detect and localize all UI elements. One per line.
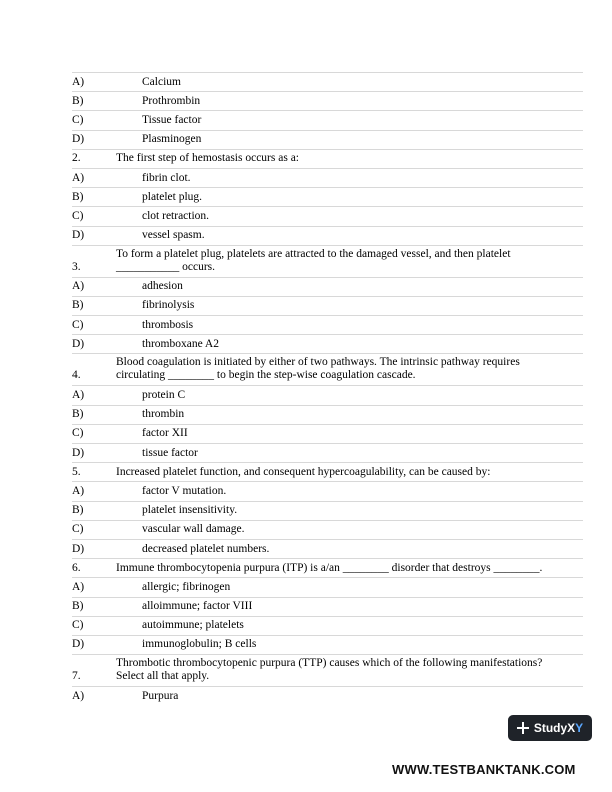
plus-icon: [517, 722, 529, 734]
option-text: Purpura: [142, 690, 179, 703]
question-text: Immune thrombocytopenia purpura (ITP) is a/an ________ disorder that destroys ________.: [116, 561, 543, 574]
option-text: vascular wall damage.: [142, 523, 245, 536]
option-text: alloimmune; factor VIII: [142, 600, 253, 613]
option-row: [72, 617, 583, 636]
question-text: Thrombotic thrombocytopenic purpura (TTP) causes which of the following manifestations? Select all that apply.: [116, 657, 543, 683]
option-label: A): [72, 690, 85, 703]
option-label: A): [72, 389, 85, 402]
option-row: [72, 425, 583, 444]
option-text: platelet insensitivity.: [142, 504, 238, 517]
option-row: [72, 521, 583, 540]
option-row: [72, 540, 583, 559]
question-text: Blood coagulation is initiated by either of two pathways. The intrinsic pathway requires circulating ________ to begin the step-wise coagulation cascade.: [116, 356, 520, 382]
option-text: factor XII: [142, 427, 188, 440]
question-number: 5.: [72, 465, 81, 478]
option-row: [72, 188, 583, 207]
option-label: D): [72, 638, 85, 651]
option-row: [72, 227, 583, 246]
question-number: 7.: [72, 670, 81, 683]
option-label: C): [72, 113, 84, 126]
question-number: 3.: [72, 260, 81, 273]
badge-text-main: StudyX: [533, 721, 576, 735]
option-label: D): [72, 337, 85, 350]
option-text: decreased platelet numbers.: [142, 542, 270, 555]
option-row: [72, 502, 583, 521]
option-label: A): [72, 75, 85, 88]
option-row: [72, 406, 583, 425]
question-text: Increased platelet function, and consequent hypercoagulability, can be caused by:: [116, 465, 491, 478]
option-label: A): [72, 484, 85, 497]
question-row: [72, 246, 583, 278]
option-text: adhesion: [142, 280, 183, 293]
question-row: [72, 559, 583, 578]
option-row: [72, 316, 583, 335]
question-number: 6.: [72, 561, 81, 574]
option-label: B): [72, 190, 84, 203]
option-row: [72, 278, 583, 297]
question-table: [72, 72, 583, 706]
badge-text-accent: Y: [575, 721, 584, 735]
question-number: 2.: [72, 152, 81, 165]
option-row: [72, 687, 583, 706]
badge-label: [534, 721, 583, 735]
option-label: D): [72, 133, 85, 146]
option-text: clot retraction.: [142, 209, 210, 222]
option-row: [72, 482, 583, 501]
option-label: B): [72, 94, 84, 107]
option-text: autoimmune; platelets: [142, 619, 244, 632]
option-text: tissue factor: [142, 446, 198, 459]
option-text: Plasminogen: [142, 133, 202, 146]
option-row: [72, 111, 583, 130]
option-label: B): [72, 504, 84, 517]
option-label: B): [72, 600, 84, 613]
question-text: To form a platelet plug, platelets are attracted to the damaged vessel, and then platelet ___________ occurs.: [116, 247, 511, 273]
option-label: C): [72, 318, 84, 331]
option-row: [72, 73, 583, 92]
question-text: The first step of hemostasis occurs as a:: [116, 152, 299, 165]
option-text: immunoglobulin; B cells: [142, 638, 257, 651]
option-row: [72, 636, 583, 655]
option-text: fibrin clot.: [142, 171, 191, 184]
option-text: Prothrombin: [142, 94, 201, 107]
option-text: thrombosis: [142, 318, 194, 331]
studyxy-badge[interactable]: [508, 715, 592, 741]
option-text: vessel spasm.: [142, 229, 205, 242]
option-text: platelet plug.: [142, 190, 203, 203]
option-row: [72, 598, 583, 617]
option-row: [72, 297, 583, 316]
option-row: [72, 335, 583, 354]
option-label: D): [72, 229, 85, 242]
option-label: B): [72, 299, 84, 312]
option-label: C): [72, 427, 84, 440]
option-row: [72, 169, 583, 188]
option-row: [72, 386, 583, 405]
option-label: B): [72, 408, 84, 421]
option-row: [72, 207, 583, 226]
option-text: factor V mutation.: [142, 484, 227, 497]
option-text: thrombin: [142, 408, 185, 421]
option-text: fibrinolysis: [142, 299, 195, 312]
option-text: protein C: [142, 389, 186, 402]
option-row: [72, 131, 583, 150]
question-row: [72, 655, 583, 687]
option-label: A): [72, 580, 85, 593]
question-row: [72, 354, 583, 386]
option-text: Calcium: [142, 75, 181, 88]
option-text: allergic; fibrinogen: [142, 580, 231, 593]
option-label: C): [72, 523, 84, 536]
option-label: C): [72, 619, 84, 632]
option-row: [72, 444, 583, 463]
question-number: 4.: [72, 369, 81, 382]
option-label: A): [72, 171, 85, 184]
option-label: D): [72, 542, 85, 555]
option-text: thromboxane A2: [142, 337, 219, 350]
question-row: [72, 150, 583, 169]
option-text: Tissue factor: [142, 113, 202, 126]
option-label: A): [72, 280, 85, 293]
option-label: D): [72, 446, 85, 459]
option-row: [72, 578, 583, 597]
footer-url: WWW.TESTBANKTANK.COM: [392, 762, 576, 777]
question-row: [72, 463, 583, 482]
option-label: C): [72, 209, 84, 222]
option-row: [72, 92, 583, 111]
